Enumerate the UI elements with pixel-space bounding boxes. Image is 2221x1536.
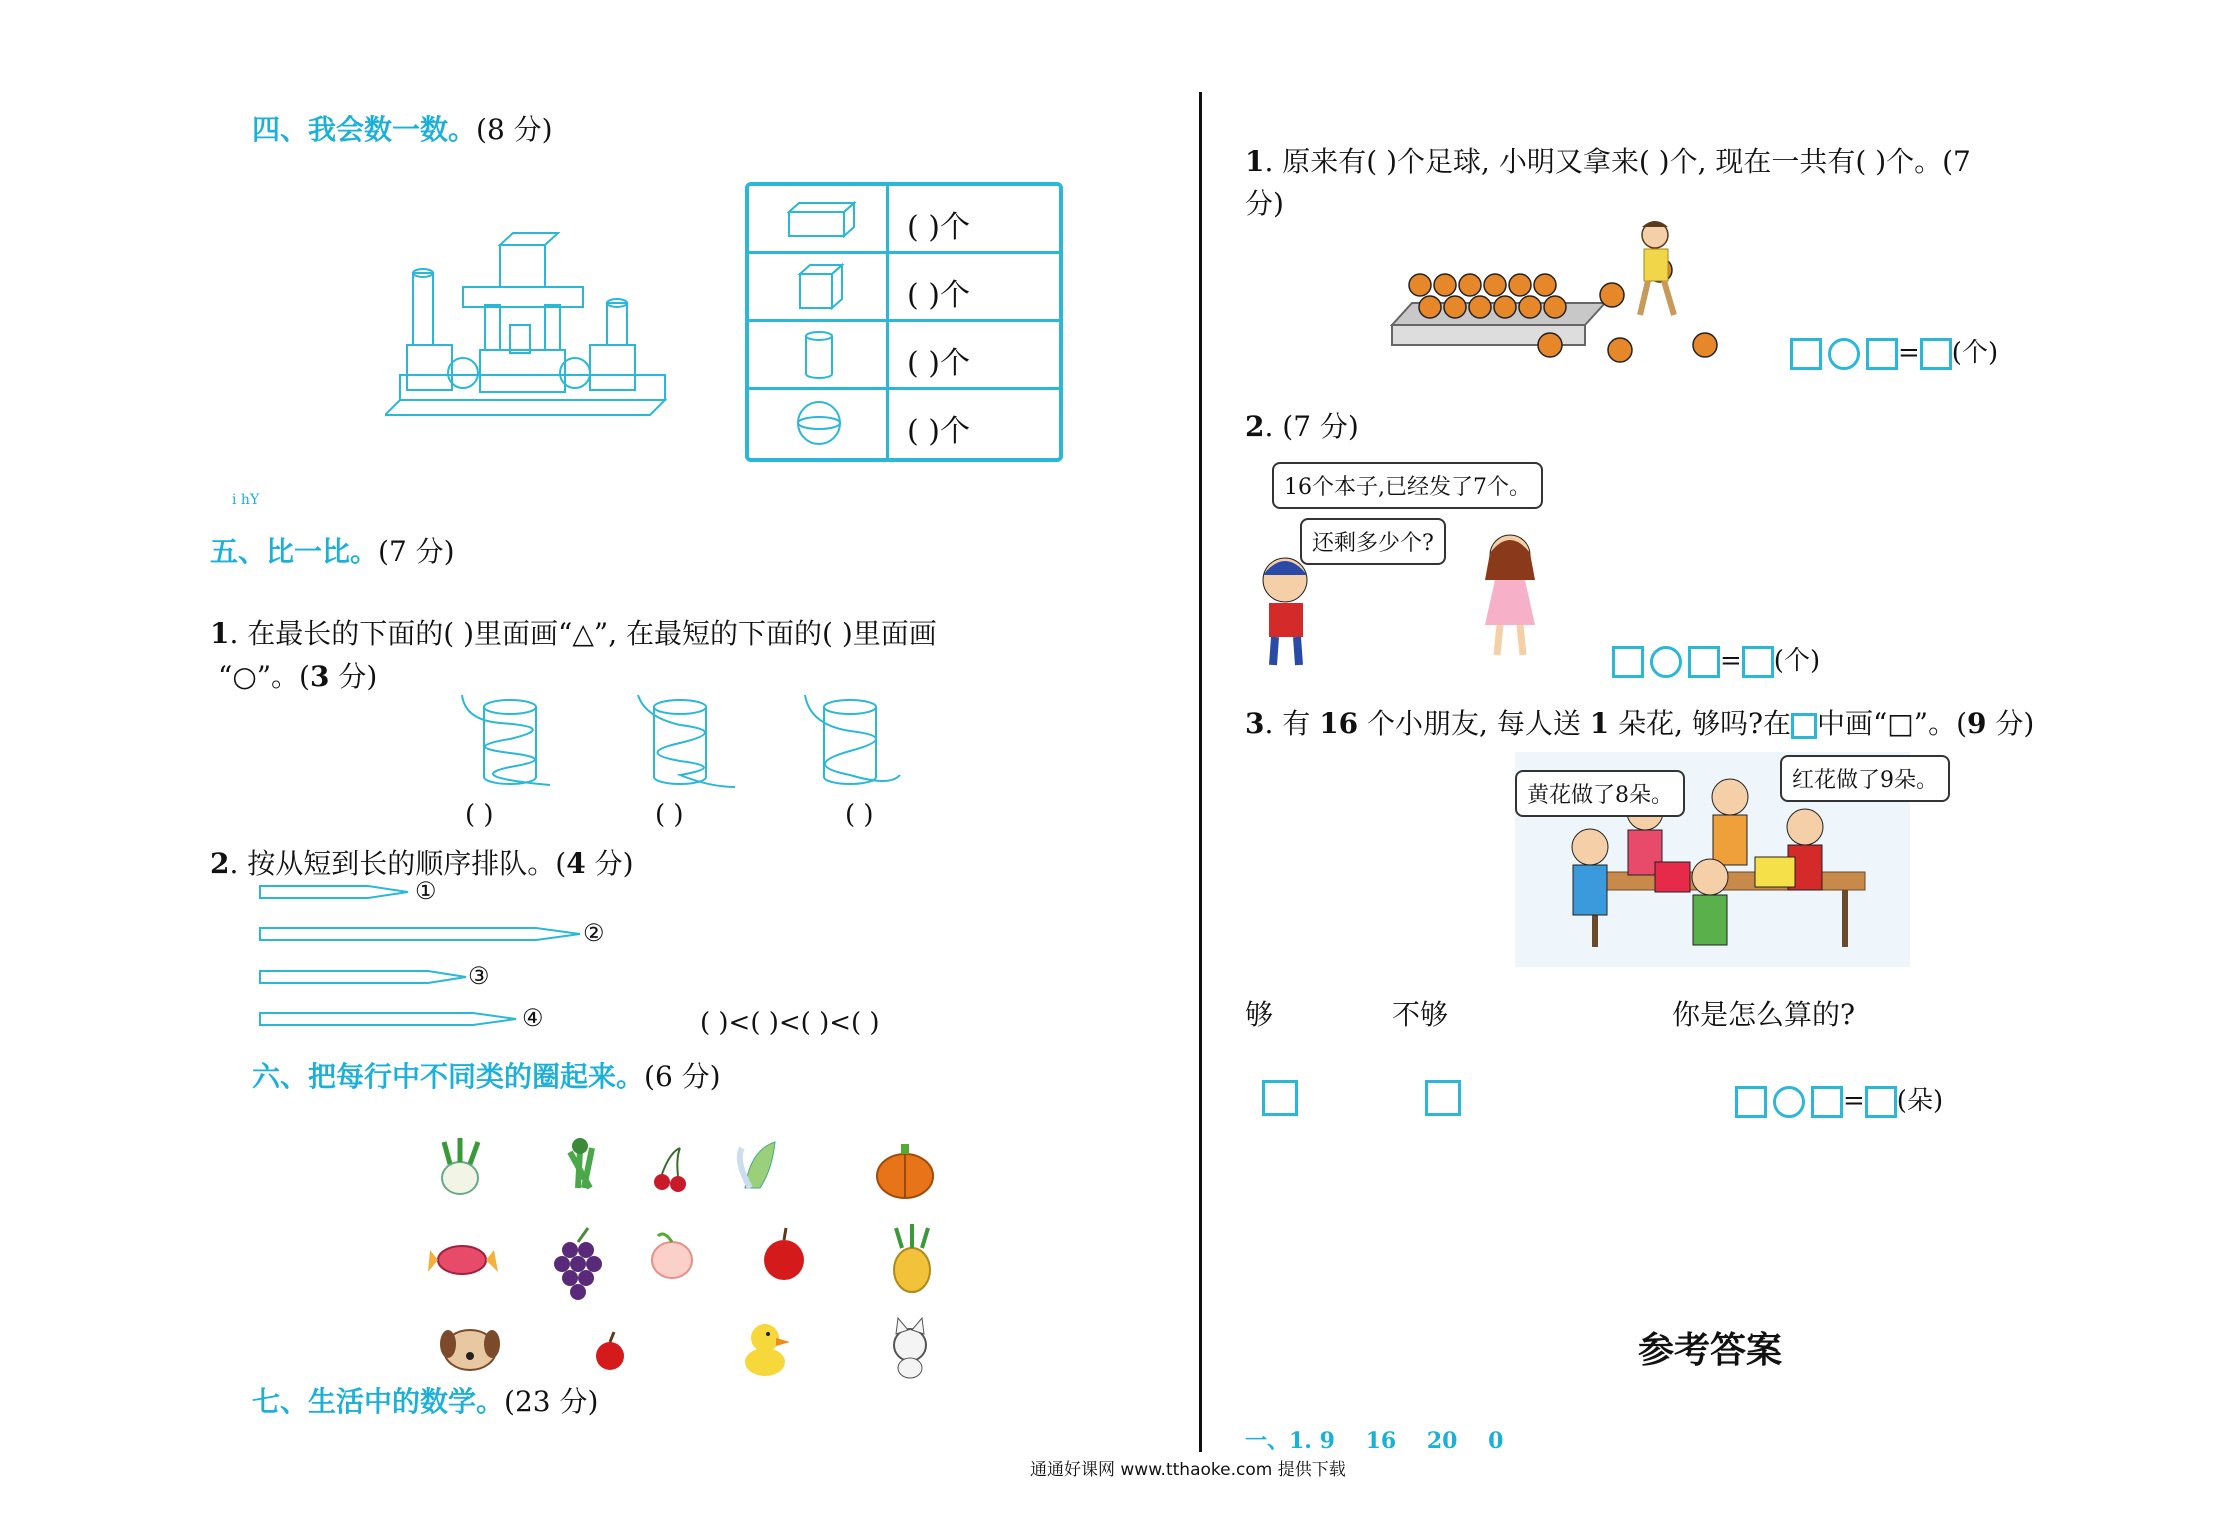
answer-box[interactable]	[1866, 338, 1898, 370]
peach-icon	[652, 1234, 692, 1278]
question-7-3: 3. 有 16 个小朋友, 每人送 1 朵花, 够吗?在 中画“□”。(9 分)	[1245, 707, 2035, 740]
inline-check-glyph: □	[1887, 707, 1914, 740]
count-blank[interactable]: ( )个	[907, 346, 970, 381]
answer-key-title: 参考答案	[1638, 1330, 1783, 1371]
speech-bubble: 红花做了9朵。	[1780, 755, 1950, 802]
speech-bubble: 黄花做了8朵。	[1515, 770, 1685, 817]
cherry-icon	[654, 1148, 686, 1192]
answer-box[interactable]	[1688, 646, 1720, 678]
grapes-icon	[554, 1228, 602, 1300]
count-blank[interactable]: ( )个	[907, 278, 970, 313]
section-score: (7 分)	[378, 535, 455, 568]
question-5-1: 1. 在最长的下面的( )里面画“△”, 在最短的下面的( )里面画	[210, 617, 937, 650]
section-6-heading	[252, 1055, 721, 1095]
section-title: 六、把每行中不同类的圈起来。	[252, 1060, 645, 1093]
apple-small-icon	[596, 1332, 624, 1370]
choice-not-enough-box[interactable]	[1425, 1080, 1461, 1116]
choice-enough-label: 够	[1245, 998, 1274, 1031]
radish-icon	[442, 1138, 478, 1194]
apple-icon	[764, 1228, 804, 1280]
section-score: (6 分)	[644, 1060, 721, 1093]
pencil-label-1: ①	[415, 877, 437, 905]
answer-paren-2[interactable]: ( )	[655, 800, 684, 830]
candy-icon	[428, 1246, 498, 1274]
answer-box[interactable]	[1790, 338, 1822, 370]
section-title: 四、我会数一数。	[252, 113, 477, 146]
count-blank[interactable]: ( )个	[907, 210, 970, 245]
answer-paren-1[interactable]: ( )	[465, 800, 494, 830]
section-title: 七、生活中的数学。	[252, 1385, 505, 1418]
operator-circle[interactable]	[1773, 1086, 1805, 1118]
speech-bubble: 16个本子,已经发了7个。	[1272, 462, 1543, 509]
answer-box[interactable]	[1742, 646, 1774, 678]
section-7-heading	[252, 1380, 598, 1420]
count-blank[interactable]: ( )个	[907, 414, 970, 449]
question-5-2: 2. 按从短到长的顺序排队。(4 分)	[210, 847, 634, 880]
count-table	[745, 182, 1063, 462]
answer-paren-3[interactable]: ( )	[845, 800, 874, 830]
section-4-heading	[252, 108, 553, 148]
answer-box[interactable]	[1735, 1086, 1767, 1118]
count-row-cylinder	[749, 322, 1059, 390]
answer-box[interactable]	[1612, 646, 1644, 678]
section-5-heading	[210, 530, 455, 570]
bok-choy-icon	[740, 1142, 775, 1188]
children-illustration	[1245, 525, 1555, 675]
choice-enough-box[interactable]	[1262, 1080, 1298, 1116]
pineapple-icon	[894, 1224, 930, 1292]
answer-box[interactable]	[1865, 1086, 1897, 1118]
count-row-sphere	[749, 390, 1059, 458]
operator-circle[interactable]	[1650, 646, 1682, 678]
section-score: (8 分)	[476, 113, 553, 146]
pencil-label-4: ④	[522, 1004, 544, 1032]
equation-7-1: = (个)	[1790, 332, 1998, 370]
choice-not-enough-label: 不够	[1392, 998, 1449, 1031]
count-row-cuboid	[749, 186, 1059, 254]
how-calculated-label: 你是怎么算的?	[1672, 998, 1856, 1031]
operator-circle[interactable]	[1828, 338, 1860, 370]
items-grid	[420, 1130, 950, 1380]
question-5-1-line2: “○”。(3 分)	[218, 660, 378, 693]
inline-box-icon	[1791, 713, 1817, 739]
question-7-2: 2. (7 分)	[1245, 410, 1359, 443]
stray-text: i hY	[232, 492, 260, 508]
count-row-cube	[749, 254, 1059, 322]
column-divider	[1199, 92, 1202, 1452]
cube-icon	[797, 262, 847, 312]
rope-coils-illustration	[450, 695, 910, 795]
pencil-label-2: ②	[583, 919, 605, 947]
cuboid-icon	[787, 200, 857, 240]
sphere-icon	[795, 398, 845, 448]
duck-icon	[745, 1324, 790, 1376]
cylinder-icon	[801, 330, 841, 382]
dog-icon	[440, 1330, 500, 1370]
equation-7-2: = (个)	[1612, 640, 1820, 678]
cat-icon	[894, 1318, 926, 1378]
celery-icon	[570, 1138, 592, 1188]
section-title: 五、比一比。	[210, 535, 379, 568]
footer-source: 通通好课网 www.tthaoke.com 提供下载	[1030, 1460, 1346, 1480]
football-illustration	[1390, 215, 1735, 365]
equation-7-3: = (朵)	[1735, 1080, 1943, 1118]
pencil-label-3: ③	[468, 962, 490, 990]
question-7-1: 1. 原来有( )个足球, 小明又拿来( )个, 现在一共有( )个。(7	[1245, 145, 1971, 178]
question-7-1-line2: 分)	[1245, 187, 1284, 220]
answer-box[interactable]	[1920, 338, 1952, 370]
section-score: (23 分)	[504, 1385, 599, 1418]
building-blocks-illustration	[385, 225, 670, 420]
answer-box[interactable]	[1811, 1086, 1843, 1118]
order-blanks[interactable]: ( )<( )<( )<( )	[700, 1008, 880, 1038]
speech-bubble: 还剩多少个?	[1300, 518, 1446, 565]
answer-line: 一、1. 9 16 20 0	[1245, 1428, 1504, 1454]
pumpkin-icon	[877, 1144, 933, 1198]
